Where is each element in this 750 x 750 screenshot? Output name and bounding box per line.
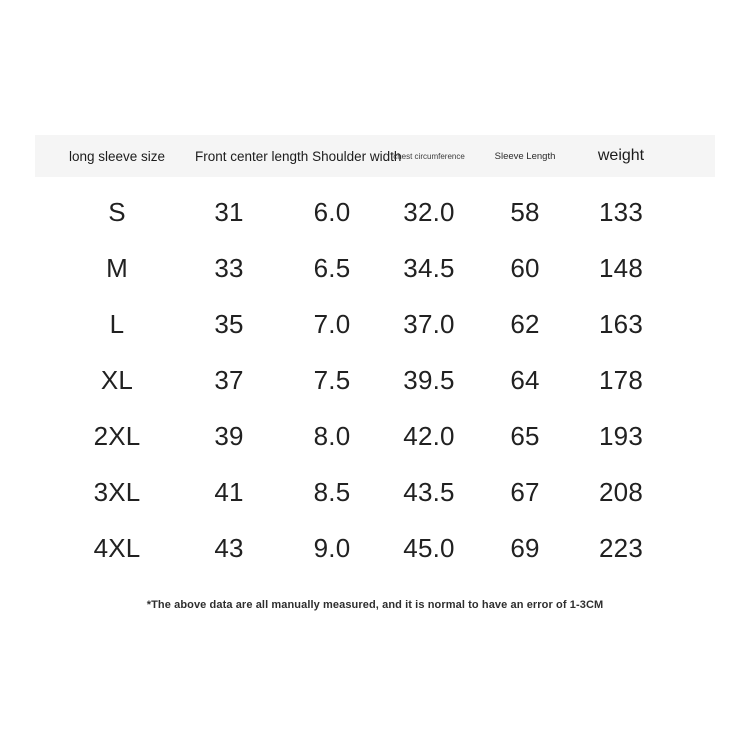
table-row-2xl: [35, 408, 715, 464]
header-long-sleeve-size: long sleeve size: [68, 148, 166, 164]
weight-value: 193: [599, 420, 643, 451]
front-center-length-value: 37: [214, 364, 244, 395]
table-row-xl: [35, 352, 715, 408]
table-header-row: [35, 135, 715, 177]
table-row-3xl: [35, 464, 715, 520]
chest-circumference-value: 43.5: [403, 476, 455, 507]
size-label: S: [108, 196, 126, 227]
chest-circumference-value: 34.5: [403, 252, 455, 283]
sleeve-length-value: 64: [510, 364, 540, 395]
shoulder-width-value: 8.0: [313, 420, 351, 451]
weight-value: 163: [599, 308, 643, 339]
weight-value: 208: [599, 476, 643, 507]
chest-circumference-value: 39.5: [403, 364, 455, 395]
chest-circumference-value: 32.0: [403, 196, 455, 227]
measurement-disclaimer: *The above data are all manually measured, and it is normal to have an error of 1-3CM: [146, 599, 604, 611]
chest-circumference-value: 37.0: [403, 308, 455, 339]
sleeve-length-value: 58: [510, 196, 540, 227]
header-weight: weight: [597, 147, 645, 164]
size-label: 2XL: [93, 420, 141, 451]
shoulder-width-value: 9.0: [313, 532, 351, 563]
front-center-length-value: 43: [214, 532, 244, 563]
size-label: 3XL: [93, 476, 141, 507]
weight-value: 133: [599, 196, 643, 227]
shoulder-width-value: 7.0: [313, 308, 351, 339]
table-row-4xl: [35, 520, 715, 576]
shoulder-width-value: 8.5: [313, 476, 351, 507]
front-center-length-value: 35: [214, 308, 244, 339]
shoulder-width-value: 6.0: [313, 196, 351, 227]
front-center-length-value: 31: [214, 196, 244, 227]
front-center-length-value: 39: [214, 420, 244, 451]
front-center-length-value: 33: [214, 252, 244, 283]
sleeve-length-value: 67: [510, 476, 540, 507]
shoulder-width-value: 7.5: [313, 364, 351, 395]
size-label: 4XL: [93, 532, 141, 563]
size-chart-table: [35, 135, 715, 611]
chest-circumference-value: 45.0: [403, 532, 455, 563]
size-label: M: [106, 252, 128, 283]
header-sleeve-length: Sleeve Length: [494, 150, 556, 162]
weight-value: 178: [599, 364, 643, 395]
sleeve-length-value: 60: [510, 252, 540, 283]
header-chest-circumference: chest circumference: [393, 151, 465, 161]
chest-circumference-value: 42.0: [403, 420, 455, 451]
front-center-length-value: 41: [214, 476, 244, 507]
table-row-s: [35, 184, 715, 240]
sleeve-length-value: 65: [510, 420, 540, 451]
weight-value: 148: [599, 252, 643, 283]
weight-value: 223: [599, 532, 643, 563]
header-front-center-length-shoulder-width: Front center length Shoulder width: [195, 148, 402, 164]
sleeve-length-value: 69: [510, 532, 540, 563]
table-row-l: [35, 296, 715, 352]
size-label: L: [109, 308, 125, 339]
size-label: XL: [100, 364, 134, 395]
table-body: [35, 177, 715, 576]
table-row-m: [35, 240, 715, 296]
shoulder-width-value: 6.5: [313, 252, 351, 283]
sleeve-length-value: 62: [510, 308, 540, 339]
